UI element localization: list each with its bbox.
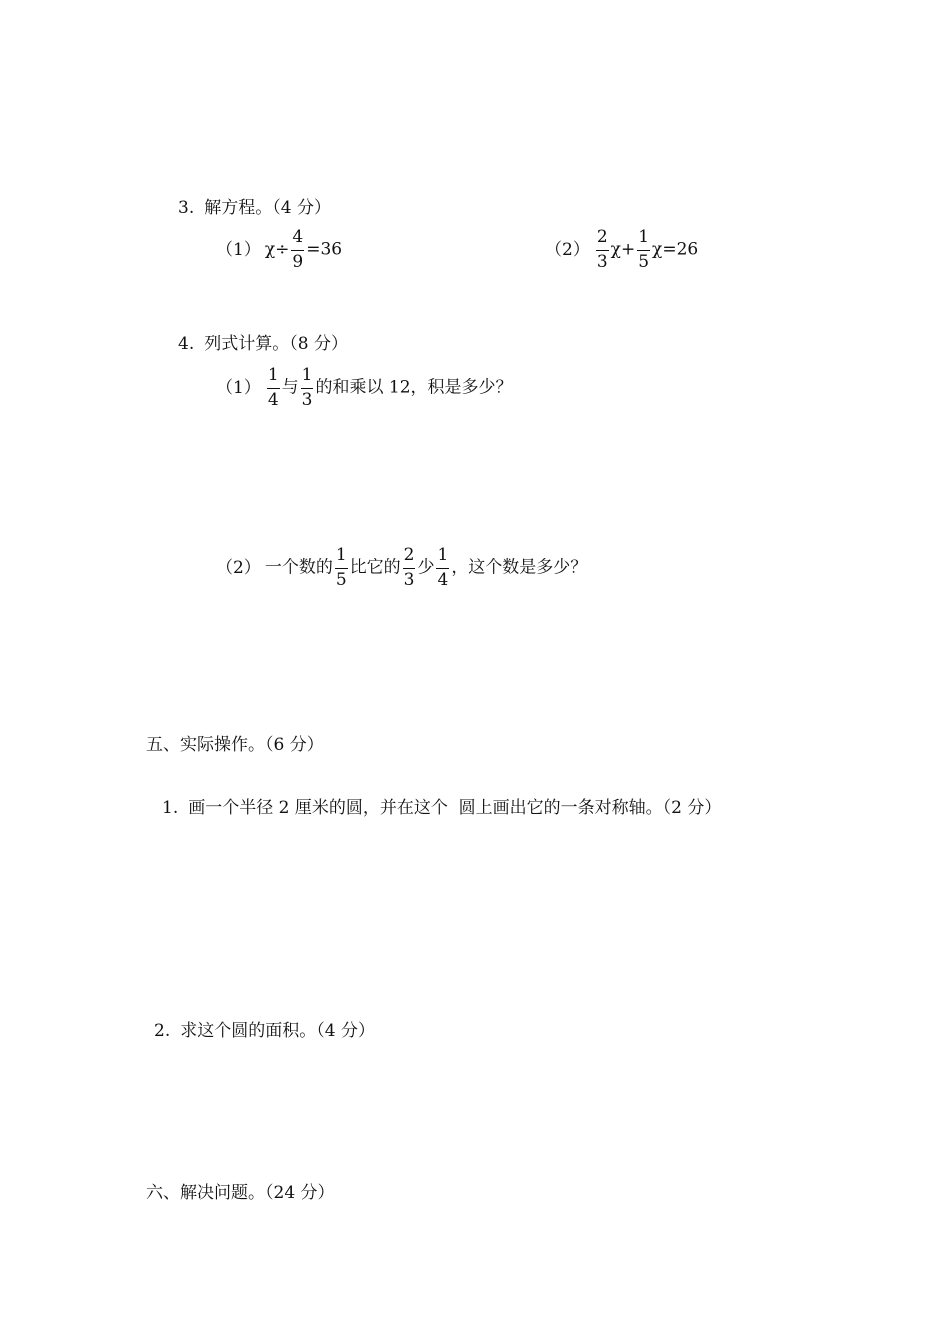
- q3-item2-post: χ=26: [652, 239, 699, 260]
- q4-item2-label: （2）: [216, 557, 261, 578]
- fraction-numerator: 1: [335, 545, 347, 565]
- section5-title: 五、实际操作。（6 分）: [146, 735, 324, 755]
- q4-item2-mid1: 比它的: [349, 557, 401, 578]
- fraction-denominator: 3: [403, 569, 415, 590]
- fraction-denominator: 3: [301, 389, 313, 410]
- q3-item2: [545, 228, 698, 272]
- q3-title: 解方程。（4 分）: [204, 198, 331, 218]
- fraction-numerator: 1: [638, 227, 650, 247]
- q4-item2: [216, 546, 587, 590]
- q3-item1-label: （1）: [216, 239, 261, 260]
- q3-item1-fraction: [291, 228, 304, 272]
- fraction-numerator: 1: [301, 365, 313, 385]
- fraction-denominator: 5: [638, 251, 650, 272]
- q3-item1: [216, 228, 342, 272]
- q4-item2-fraction2: [403, 546, 416, 590]
- q4-number: 4.: [178, 334, 195, 354]
- q3-item1-pre: χ÷: [264, 239, 290, 260]
- fraction-denominator: 9: [292, 251, 304, 272]
- q3-number: 3.: [178, 198, 195, 218]
- fraction-denominator: 4: [267, 389, 279, 410]
- section5-q2: [154, 1023, 375, 1040]
- fraction-numerator: 4: [292, 227, 304, 247]
- q4-item1-fraction2: [301, 366, 314, 410]
- section5-q1: [162, 800, 721, 817]
- fraction-numerator: 1: [437, 545, 449, 565]
- section5-q2-text: 求这个圆的面积。（4 分）: [180, 1021, 375, 1041]
- fraction-numerator: 2: [596, 227, 608, 247]
- q4-item2-pre: 一个数的: [264, 557, 333, 578]
- fraction-denominator: 3: [596, 251, 608, 272]
- fraction-denominator: 5: [335, 569, 347, 590]
- q4-item2-fraction1: [335, 546, 348, 590]
- q4-item1-fraction1: [267, 366, 280, 410]
- fraction-numerator: 2: [403, 545, 415, 565]
- fraction-numerator: 1: [267, 365, 279, 385]
- q3-item2-mid: χ+: [610, 239, 636, 260]
- q4-item1-post: 的和乘以 12，积是多少？: [315, 377, 513, 398]
- section6-title: 六、解决问题。（24 分）: [146, 1183, 335, 1203]
- section5-q1-text: 画一个半径 2 厘米的圆，并在这个 圆上画出它的一条对称轴。（2 分）: [188, 798, 722, 818]
- q3-item1-post: =36: [306, 239, 343, 260]
- q4-item2-post: ，这个数是多少？: [451, 557, 588, 578]
- q3-heading: [178, 200, 331, 217]
- fraction-denominator: 4: [437, 569, 449, 590]
- section5-q1-number: 1.: [162, 798, 179, 818]
- q4-item2-mid2: 少: [417, 557, 435, 578]
- section5-q2-number: 2.: [154, 1021, 171, 1041]
- q3-item2-fraction2: [637, 228, 650, 272]
- q4-item1: [216, 366, 513, 410]
- q4-item1-label: （1）: [216, 377, 261, 398]
- q4-title: 列式计算。（8 分）: [204, 334, 348, 354]
- q4-item2-fraction3: [436, 546, 449, 590]
- q4-heading: [178, 336, 348, 353]
- q4-item1-mid: 与: [281, 377, 299, 398]
- q3-item2-fraction1: [596, 228, 609, 272]
- q3-item2-label: （2）: [545, 239, 590, 260]
